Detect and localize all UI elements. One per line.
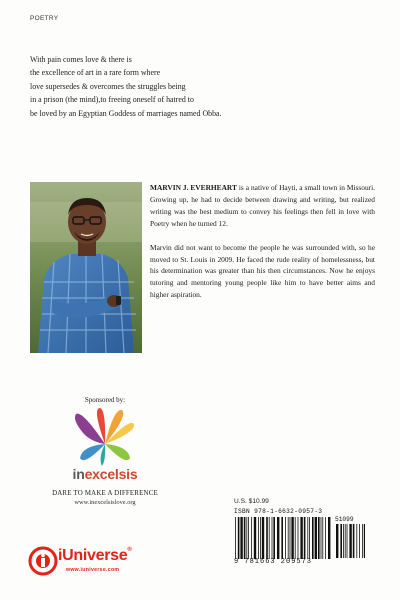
barcode-bar (298, 517, 299, 559)
barcode-bar (300, 517, 302, 559)
barcode-bar (291, 517, 293, 559)
registered-mark: ® (127, 547, 132, 553)
author-bio (150, 182, 375, 313)
addon-code: 51099 (335, 516, 354, 523)
barcode-bar (309, 517, 310, 559)
sponsor-block (30, 396, 180, 506)
barcode-bar (364, 524, 365, 558)
publisher-name-text: iUniverse (58, 547, 128, 564)
barcode-bar (281, 517, 283, 559)
ean-barcode (234, 517, 332, 559)
barcode-bar (277, 517, 279, 559)
butterfly-logo-icon (74, 408, 136, 468)
barcode-bar (307, 517, 308, 559)
barcode-bar (340, 524, 342, 558)
barcode-bar (343, 524, 344, 558)
barcode-block (234, 498, 366, 568)
barcode-bar (272, 517, 273, 559)
genre-label: POETRY (30, 15, 59, 22)
barcode-bar (353, 524, 355, 558)
barcode-bar (246, 517, 247, 559)
sponsor-brand-in: in (72, 466, 85, 482)
barcode-bar (288, 517, 289, 559)
barcode-bar (269, 517, 270, 559)
barcode-bar (345, 524, 346, 558)
barcode-bar (347, 524, 348, 558)
ean-digits: 9 781663 209573 (234, 558, 313, 566)
barcode-bar (312, 517, 314, 559)
bio-paragraph: Marvin did not want to become the people he was surrounded with, so he moved to St. Louis in 2009. He faced the rude reality of homelessness, but his determination was greater than his then circumstances. Now he enjoys tutoring and mentoring young people like him to have better aims and higher aspiration. (150, 242, 375, 300)
barcode-bar (235, 517, 236, 559)
barcode-bar (258, 517, 259, 559)
price-label: U.S. $10.99 (234, 498, 269, 505)
barcode-bar (290, 517, 291, 559)
sponsor-website: www.inexcelsislove.org (74, 499, 136, 506)
barcode-bar (273, 517, 275, 559)
sponsor-label: Sponsored by: (84, 396, 126, 404)
intro-line: the excellence of art in a rare form where (30, 68, 161, 78)
barcode-bar (362, 524, 363, 558)
barcode-bar (248, 517, 249, 559)
barcode-bar (285, 517, 286, 559)
author-photo (30, 182, 142, 353)
publisher-name (58, 547, 131, 565)
barcode-bar (260, 517, 261, 559)
publisher-url: www.iuniverse.com (66, 567, 120, 573)
barcode-bar (251, 517, 252, 559)
barcode-bar (254, 517, 256, 559)
barcode-bar (322, 517, 323, 559)
sponsor-tagline: DARE TO MAKE A DIFFERENCE (52, 490, 158, 497)
barcode-bar (356, 524, 357, 558)
intro-line: love supersedes & overcomes the struggles being (30, 81, 186, 91)
sponsor-brand-excelsis: excelsis (84, 466, 138, 482)
barcode-bar (336, 524, 338, 558)
iuniverse-swirl-icon (28, 546, 58, 576)
barcode-bar (325, 517, 326, 559)
barcode-bar (238, 517, 240, 559)
intro-line: With pain comes love & there is (30, 55, 132, 64)
barcode-bar (359, 524, 360, 558)
publisher-logo (28, 546, 178, 576)
bio-text: is a native of Hayti, a small town in Missouri. Growing up, he had to decide between drawing and writing, but realized writing was the best medium to convey his feelings then fell in love with Poetry when he turned 12. (150, 183, 375, 228)
isbn-label: ISBN 978-1-6632-0957-3 (234, 508, 323, 515)
barcode-bar (315, 517, 317, 559)
barcode-bar (304, 517, 306, 559)
barcode-bar (244, 517, 246, 559)
bio-paragraph (150, 182, 375, 230)
barcode-bar (240, 517, 242, 559)
barcode-bar (318, 517, 320, 559)
addon-barcode (335, 524, 365, 558)
barcode-bar (295, 517, 296, 559)
barcode-bar (266, 517, 268, 559)
intro-verse (30, 53, 375, 120)
intro-line: in a prison (the mind),to freeing oneself of hatred to (30, 95, 194, 105)
author-name: MARVIN J. EVERHEART (150, 183, 237, 192)
barcode-bar (262, 517, 264, 559)
sponsor-brand (30, 466, 180, 482)
barcode-bar (349, 524, 351, 558)
barcode-bar (328, 517, 330, 559)
barcode-bar (321, 517, 322, 559)
intro-line: be loved by an Egyptian Goddess of marriages named Obba. (30, 108, 222, 118)
